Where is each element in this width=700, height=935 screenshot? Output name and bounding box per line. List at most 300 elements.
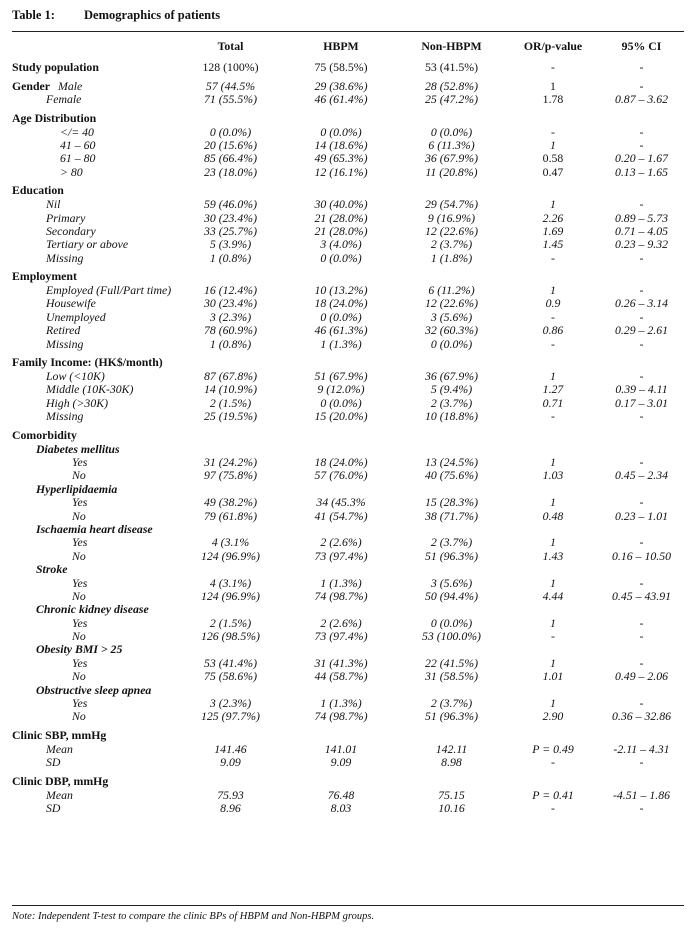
cell-or-p-value: 1 [550,283,556,298]
table-row [12,697,684,710]
cell-hbpm: 9.09 [330,756,352,770]
cell-hbpm: 44 (58.7%) [314,670,368,684]
row-label: No [72,509,86,523]
row-label: Housewife [46,297,96,311]
row-label: Primary [46,211,86,225]
cell-total: 23 (18.0%) [203,165,258,179]
cell-ci: - [639,616,644,630]
cell-or-p-value: - [551,251,555,265]
cell-non-hbpm: 28 (52.8%) [424,78,479,93]
cell-ci: - [639,696,644,711]
cell-non-hbpm: 51 (96.3%) [424,710,479,724]
section-label: Clinic DBP, mmHg [12,773,109,788]
cell-or-p-value: 1 [550,138,556,152]
cell-ci: - [639,60,644,74]
cell-non-hbpm: 6 (11.3%) [428,138,475,152]
demographics-table [12,40,684,815]
section-header [12,351,684,370]
cell-ci: 0.26 – 3.14 [614,297,669,311]
row-label: Tertiary or above [46,238,129,252]
cell-non-hbpm: 6 (11.2%) [428,283,475,298]
cell-hbpm: 2 (2.6%) [320,616,362,630]
cell-or-p-value: 1.27 [542,383,564,397]
cell-or-p-value: 1 [550,696,556,711]
cell-ci: -2.11 – 4.31 [613,742,670,756]
cell-ci: 0.87 – 3.62 [614,93,669,107]
cell-total: 128 (100%) [202,60,259,74]
header-cell-total: Total [217,40,244,53]
row-label: Retired [46,324,81,338]
cell-or-p-value: 1.45 [542,238,564,252]
table-row [12,670,684,683]
subsection-header [12,643,684,656]
table-row [12,576,684,589]
row-label: Mean [46,788,73,802]
cell-or-p-value: 1.43 [542,549,564,563]
subsection-label: Stroke [36,562,68,577]
cell-total: 75 (58.6%) [203,670,258,684]
cell-hbpm: 15 (20.0%) [314,410,368,424]
subsection-label: Chronic kidney disease [36,603,149,617]
cell-hbpm: 46 (61.3%) [314,324,368,338]
cell-or-p-value: - [551,60,555,74]
cell-or-p-value: 1 [550,455,556,469]
table-row [12,225,684,238]
cell-or-p-value: - [551,629,555,644]
cell-non-hbpm: 15 (28.3%) [424,495,479,510]
cell-non-hbpm: 2 (3.7%) [430,396,473,410]
cell-non-hbpm: 53 (41.5%) [424,60,479,74]
gender-label: Gender [12,78,51,93]
table-row [12,297,684,310]
row-label: Middle (10K-30K) [46,383,134,397]
cell-hbpm: 31 (41.3%) [314,656,368,670]
cell-ci: 0.17 – 3.01 [614,396,669,410]
cell-or-p-value: 1 [550,369,556,384]
section-header [12,106,684,125]
cell-total: 59 (46.0%) [203,197,258,212]
subsection-header [12,563,684,576]
cell-hbpm: 34 (45.3% [316,495,366,510]
cell-hbpm: 8.03 [330,801,352,815]
cell-ci: 0.23 – 9.32 [614,238,669,252]
subsection-label: Ischaemia heart disease [36,522,153,536]
cell-non-hbpm: 3 (5.6%) [430,310,473,324]
table-row [12,743,684,756]
cell-ci: - [639,283,644,298]
cell-total: 25 (19.5%) [203,410,258,424]
cell-total: 53 (41.4%) [203,656,258,670]
cell-total: 0 (0.0%) [209,125,252,139]
cell-total: 79 (61.8%) [203,509,258,523]
cell-non-hbpm: 36 (67.9%) [424,152,479,166]
cell-hbpm: 9 (12.0%) [317,383,365,397]
cell-or-p-value: 0.71 [542,396,564,410]
cell-hbpm: 49 (65.3%) [314,152,368,166]
row-label: > 80 [60,165,83,179]
cell-ci: - [639,410,644,424]
row-label: Employed (Full/Part time) [46,283,172,298]
cell-ci: 0.89 – 5.73 [614,211,669,225]
cell-total: 33 (25.7%) [203,224,258,238]
cell-total: 78 (60.9%) [203,324,258,338]
header-cell-hbpm: HBPM [323,40,359,53]
cell-or-p-value: 2.90 [542,710,564,724]
cell-non-hbpm: 51 (96.3%) [424,549,479,563]
cell-ci: - [639,629,644,644]
subsection-label: Diabetes mellitus [36,442,120,456]
cell-hbpm: 14 (18.6%) [314,138,368,152]
cell-hbpm: 18 (24.0%) [314,297,368,311]
row-label: SD [46,801,61,815]
cell-or-p-value: - [551,125,555,139]
cell-hbpm: 10 (13.2%) [314,283,368,298]
cell-total: 5 (3.9%) [209,238,252,252]
cell-ci: -4.51 – 1.86 [612,788,670,802]
bottom-rule [12,905,684,906]
cell-hbpm: 46 (61.4%) [314,93,368,107]
cell-total: 16 (12.4%) [203,283,258,298]
table-row [12,74,684,93]
section-label: Family Income: (HK$/month) [12,355,163,370]
cell-hbpm: 1 (1.3%) [320,337,362,351]
table-row [12,166,684,179]
cell-hbpm: 0 (0.0%) [320,396,362,410]
cell-total: 49 (38.2%) [203,495,258,510]
top-rule [12,31,684,32]
table-row [12,311,684,324]
section-label: Employment [12,269,77,284]
table-row [12,324,684,337]
cell-ci: 0.29 – 2.61 [614,324,669,338]
row-label: Yes [72,536,88,550]
cell-or-p-value: 1 [550,576,556,590]
section-header [12,724,684,743]
cell-non-hbpm: 0 (0.0%) [430,616,473,630]
cell-total: 4 (3.1%) [209,576,252,590]
cell-hbpm: 3 (4.0%) [320,238,362,252]
cell-total: 1 (0.8%) [209,251,252,265]
cell-total: 30 (23.4%) [203,211,258,225]
row-label: Mean [46,742,73,756]
cell-total: 2 (1.5%) [209,396,252,410]
section-label: Education [12,183,64,198]
row-label: Missing [46,251,84,265]
cell-non-hbpm: 11 (20.8%) [425,165,478,179]
table-row [12,496,684,509]
cell-ci: - [639,78,644,93]
cell-non-hbpm: 36 (67.9%) [424,369,479,384]
cell-non-hbpm: 40 (75.6%) [424,469,479,483]
cell-total: 75.93 [217,788,244,802]
cell-total: 2 (1.5%) [209,616,252,630]
cell-hbpm: 73 (97.4%) [314,629,368,644]
row-label: Secondary [46,224,96,238]
table-row [12,337,684,350]
cell-ci: 0.20 – 1.67 [614,152,669,166]
cell-or-p-value: 0.86 [542,324,564,338]
section-label: Clinic SBP, mmHg [12,728,107,743]
table-row [12,756,684,769]
cell-or-p-value: 1.78 [542,93,564,107]
row-label: Unemployed [46,310,106,324]
section-header [12,769,684,788]
cell-non-hbpm: 12 (22.6%) [424,297,479,311]
table-row [12,788,684,801]
cell-ci: - [639,455,644,469]
cell-total: 31 (24.2%) [203,455,258,469]
header-cell-non-hbpm: Non-HBPM [421,40,482,53]
cell-total: 4 (3.1% [211,536,250,550]
cell-hbpm: 12 (16.1%) [314,165,368,179]
cell-non-hbpm: 75.15 [438,788,465,802]
cell-ci: - [639,536,644,550]
cell-total: 125 (97.7%) [201,710,260,724]
cell-non-hbpm: 142.11 [435,742,468,756]
row-label: No [72,469,86,483]
cell-or-p-value: 1.69 [542,224,564,238]
cell-total: 71 (55.5%) [203,93,258,107]
cell-ci: - [639,197,644,212]
cell-non-hbpm: 0 (0.0%) [430,125,473,139]
table-row [12,509,684,522]
cell-or-p-value: P = 0.49 [532,742,574,756]
cell-ci: - [639,337,644,351]
table-row [12,60,684,74]
table-row [12,617,684,630]
cell-non-hbpm: 12 (22.6%) [424,224,479,238]
cell-non-hbpm: 2 (3.7%) [430,238,473,252]
cell-hbpm: 30 (40.0%) [314,197,368,212]
cell-total: 124 (96.9%) [201,589,260,603]
cell-ci: - [639,495,644,510]
cell-non-hbpm: 5 (9.4%) [430,383,473,397]
cell-total: 124 (96.9%) [201,549,260,563]
gender-sub-label: Male [58,78,83,93]
cell-hbpm: 75 (58.5%) [314,60,368,74]
cell-non-hbpm: 2 (3.7%) [430,536,473,550]
cell-total: 9.09 [220,756,241,770]
cell-ci: - [639,125,644,139]
subsection-header [12,603,684,616]
cell-non-hbpm: 2 (3.7%) [430,696,473,711]
cell-total: 1 (0.8%) [209,337,252,351]
cell-hbpm: 74 (98.7%) [314,710,368,724]
row-label: High (>30K) [46,396,109,410]
cell-ci: 0.23 – 1.01 [614,509,669,523]
cell-non-hbpm: 1 (1.8%) [430,251,473,265]
cell-or-p-value: 1 [550,656,556,670]
row-label: Nil [46,197,61,212]
cell-non-hbpm: 0 (0.0%) [430,337,473,351]
cell-or-p-value: 0.58 [542,152,564,166]
cell-ci: - [639,756,644,770]
cell-hbpm: 0 (0.0%) [320,251,362,265]
cell-non-hbpm: 38 (71.7%) [424,509,479,523]
subsection-label: Hyperlipidaemia [36,482,118,496]
cell-non-hbpm: 29 (54.7%) [424,197,479,212]
table-row [12,550,684,563]
table-row [12,125,684,138]
cell-hbpm: 18 (24.0%) [314,455,368,469]
cell-total: 85 (66.4%) [203,152,258,166]
cell-hbpm: 0 (0.0%) [320,125,362,139]
cell-ci: 0.71 – 4.05 [614,224,669,238]
cell-or-p-value: 1.03 [542,469,564,483]
cell-non-hbpm: 3 (5.6%) [430,576,473,590]
cell-ci: 0.39 – 4.11 [615,383,668,397]
cell-hbpm: 74 (98.7%) [314,589,368,603]
table-row [12,152,684,165]
subsection-header [12,483,684,496]
cell-non-hbpm: 32 (60.3%) [424,324,479,338]
header-cell-label [12,40,175,60]
cell-or-p-value: 4.44 [542,589,564,603]
cell-or-p-value: 1 [550,197,556,212]
row-label: 41 – 60 [60,138,96,152]
cell-ci: - [639,656,644,670]
row-label: Yes [72,495,88,510]
table-row [12,370,684,383]
subsection-header [12,523,684,536]
section-header [12,179,684,198]
table-row [12,590,684,603]
cell-ci: 0.45 – 2.34 [614,469,669,483]
cell-non-hbpm: 53 (100.0%) [422,629,481,644]
table-caption [12,8,220,23]
table-row [12,252,684,265]
row-label: No [72,589,86,603]
table-row [12,536,684,549]
row-label: No [72,710,86,724]
cell-non-hbpm: 25 (47.2%) [424,93,479,107]
subsection-header [12,442,684,455]
header-cell-or-p-value: OR/p-value [523,40,583,53]
cell-non-hbpm: 22 (41.5%) [424,656,479,670]
table-row [12,397,684,410]
row-label: Yes [72,616,88,630]
cell-hbpm: 21 (28.0%) [314,211,368,225]
cell-hbpm: 1 (1.3%) [320,576,362,590]
cell-or-p-value: 1 [550,536,556,550]
table-row [12,630,684,643]
cell-non-hbpm: 10 (18.8%) [424,410,479,424]
row-label: No [72,549,86,563]
table-row [12,456,684,469]
table-row [12,198,684,211]
row-label: No [72,670,86,684]
cell-total: 3 (2.3%) [209,696,252,711]
row-label: Study population [12,60,99,74]
cell-hbpm: 73 (97.4%) [314,549,368,563]
cell-non-hbpm: 8.98 [441,756,462,770]
cell-or-p-value: 1 [550,495,556,510]
row-label: 61 – 80 [60,152,96,166]
row-label: SD [46,756,61,770]
table-row [12,284,684,297]
subsection-header [12,683,684,696]
table-row [12,802,684,815]
header-cell-ci: 95% CI [621,40,662,53]
cell-or-p-value: 0.48 [542,509,564,523]
table-row [12,238,684,251]
cell-ci: 0.16 – 10.50 [612,549,671,563]
row-label: Missing [46,410,84,424]
cell-hbpm: 51 (67.9%) [314,369,368,384]
cell-hbpm: 57 (76.0%) [314,469,368,483]
section-label: Age Distribution [12,110,97,125]
row-label: Female [46,93,82,107]
table-row [12,657,684,670]
cell-total: 57 (44.5% [205,78,256,93]
cell-total: 141.46 [214,742,247,756]
row-label: Yes [72,455,88,469]
cell-non-hbpm: 31 (58.5%) [424,670,479,684]
header-row [12,40,684,60]
row-label [12,74,175,93]
row-label: Low (<10K) [46,369,105,384]
cell-non-hbpm: 50 (94.4%) [424,589,479,603]
cell-or-p-value: 1 [550,616,556,630]
cell-hbpm: 29 (38.6%) [314,78,368,93]
row-label: </= 40 [60,125,94,139]
cell-or-p-value: - [551,801,555,815]
cell-non-hbpm: 13 (24.5%) [424,455,479,469]
cell-total: 8.96 [220,801,241,815]
table-number: Table 1: [12,8,55,22]
cell-hbpm: 2 (2.6%) [320,536,362,550]
cell-total: 3 (2.3%) [209,310,252,324]
cell-total: 14 (10.9%) [203,383,258,397]
cell-total: 97 (75.8%) [203,469,258,483]
cell-ci: - [639,576,644,590]
cell-or-p-value: 0.9 [545,297,561,311]
cell-hbpm: 0 (0.0%) [320,310,362,324]
cell-total: 30 (23.4%) [203,297,258,311]
cell-or-p-value: 0.47 [542,165,564,179]
cell-ci: - [639,310,644,324]
table-note: Note: Independent T-test to compare the clinic BPs of HBPM and Non-HBPM groups. [12,911,375,922]
subsection-label: Obstructive sleep apnea [36,683,152,697]
cell-total: 20 (15.6%) [203,138,258,152]
table-row [12,139,684,152]
cell-ci: 0.49 – 2.06 [614,670,669,684]
cell-ci: - [639,369,644,384]
subsection-label: Obesity BMI > 25 [36,643,123,657]
cell-non-hbpm: 9 (16.9%) [427,211,476,225]
cell-ci: - [639,251,644,265]
table-row [12,383,684,396]
section-header [12,265,684,284]
cell-ci: 0.13 – 1.65 [614,165,669,179]
row-label: Yes [72,576,88,590]
table-title: Demographics of patients [84,8,221,22]
table-body [12,60,684,815]
cell-total: 87 (67.8%) [203,369,258,384]
row-label: No [72,629,86,644]
section-header [12,423,684,442]
cell-hbpm: 21 (28.0%) [314,224,368,238]
table-row [12,410,684,423]
cell-or-p-value: - [551,310,555,324]
cell-total: 126 (98.5%) [201,629,260,644]
cell-hbpm: 41 (54.7%) [314,509,368,523]
cell-or-p-value: - [551,410,555,424]
table-row [12,211,684,224]
cell-or-p-value: P = 0.41 [532,788,574,802]
section-label: Comorbidity [12,427,77,442]
table-row [12,469,684,482]
